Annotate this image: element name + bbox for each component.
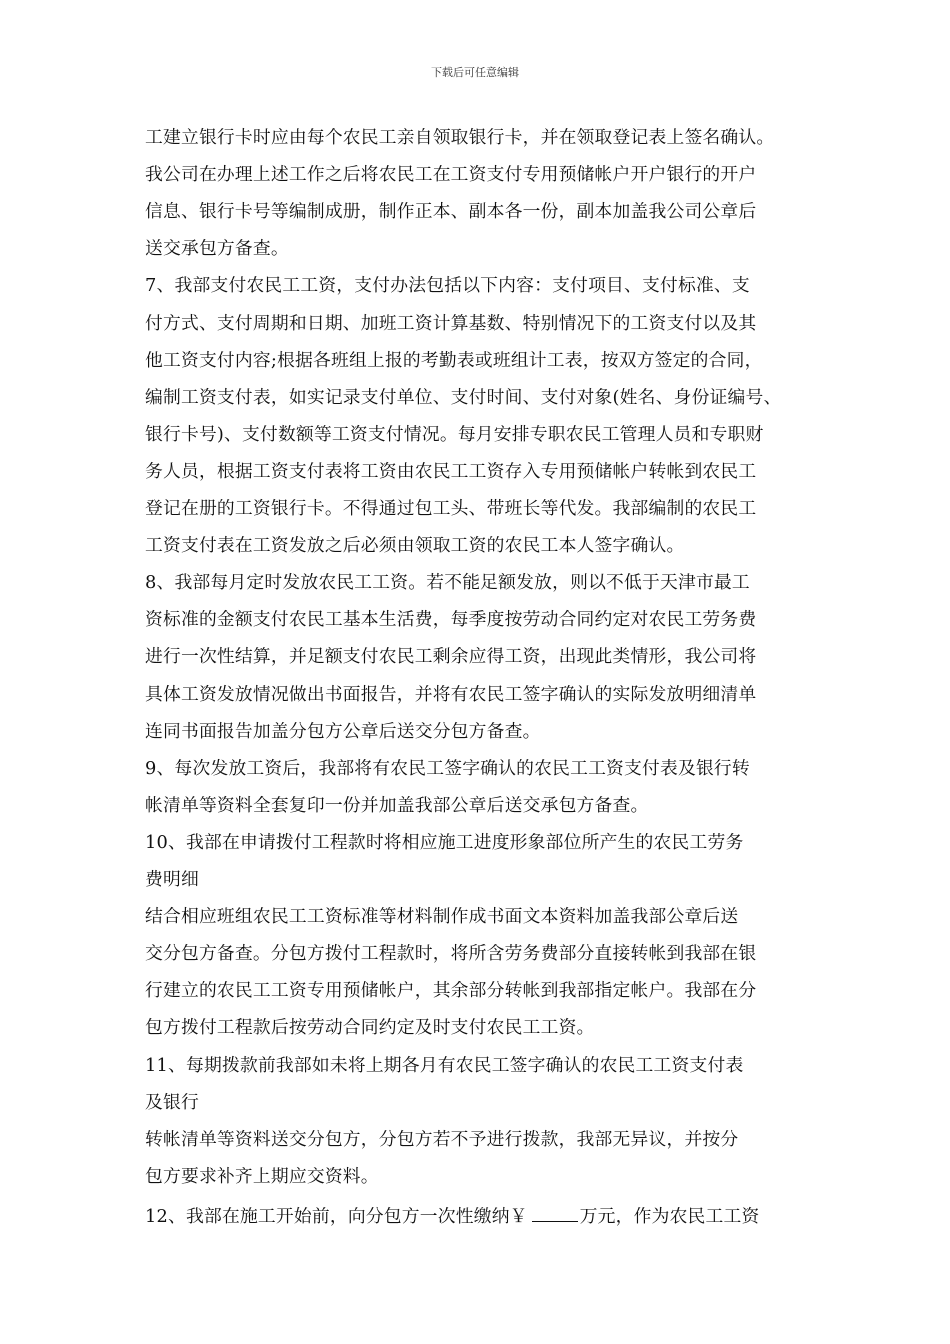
paragraph-line: 务人员，根据工资支付表将工资由农民工工资存入专用预储帐户转帐到农民工 bbox=[145, 460, 757, 482]
paragraph-line: 7、我部支付农民工工资，支付办法包括以下内容：支付项目、支付标准、支 bbox=[145, 275, 750, 297]
paragraph-line: 帐清单等资料全套复印一份并加盖我部公章后送交承包方备查。 bbox=[145, 794, 649, 816]
paragraph-line: 费明细 bbox=[145, 869, 199, 890]
paragraph-line: 8、我部每月定时发放农民工工资。若不能足额发放，则以不低于天津市最工 bbox=[145, 572, 750, 594]
paragraph-line: 行建立的农民工工资专用预储帐户，其余部分转帐到我部指定帐户。我部在分 bbox=[145, 980, 757, 1002]
paragraph-line: 我公司在办理上述工作之后将农民工在工资支付专用预储帐户开户银行的开户 bbox=[145, 164, 757, 186]
last-line-text-after: 万元，作为农民工工资 bbox=[579, 1205, 760, 1227]
paragraph-line: 工资支付表在工资发放之后必须由领取工资的农民工本人签字确认。 bbox=[145, 535, 685, 557]
paragraph-line: 10、我部在申请拨付工程款时将相应施工进度形象部位所产生的农民工劳务 bbox=[145, 831, 744, 853]
paragraph-line: 具体工资发放情况做出书面报告，并将有农民工签字确认的实际发放明细清单 bbox=[145, 683, 757, 705]
paragraph-line: 连同书面报告加盖分包方公章后送交分包方备查。 bbox=[145, 720, 541, 742]
paragraph-line: 他工资支付内容;根据各班组上报的考勤表或班组计工表，按双方签定的合同， bbox=[145, 349, 763, 371]
paragraph-line: 进行一次性结算，并足额支付农民工剩余应得工资，出现此类情形，我公司将 bbox=[145, 646, 757, 668]
last-line-text-before: 12、我部在施工开始前，向分包方一次性缴纳￥ bbox=[145, 1205, 528, 1227]
paragraph-line: 登记在册的工资银行卡。不得通过包工头、带班长等代发。我部编制的农民工 bbox=[145, 498, 757, 519]
paragraph-line: 11、每期拨款前我部如未将上期各月有农民工签字确认的农民工工资支付表 bbox=[145, 1054, 744, 1076]
amount-blank-field bbox=[532, 1202, 578, 1222]
paragraph-line: 及银行 bbox=[145, 1091, 199, 1113]
paragraph-line: 9、每次发放工资后，我部将有农民工签字确认的农民工工资支付表及银行转 bbox=[145, 757, 750, 779]
paragraph-line: 资标准的金额支付农民工基本生活费，每季度按劳动合同约定对农民工劳务费 bbox=[145, 609, 757, 631]
page-header: 下载后可任意编辑 bbox=[431, 66, 519, 79]
paragraph-line: 银行卡号)、支付数额等工资支付情况。每月安排专职农民工管理人员和专职财 bbox=[145, 423, 764, 445]
paragraph-line: 送交承包方备查。 bbox=[145, 238, 289, 260]
paragraph-line: 结合相应班组农民工工资标准等材料制作成书面文本资料加盖我部公章后送 bbox=[145, 906, 739, 928]
paragraph-line-last bbox=[145, 1202, 759, 1226]
paragraph-line: 转帐清单等资料送交分包方，分包方若不予进行拨款，我部无异议，并按分 bbox=[145, 1128, 739, 1150]
paragraph-line: 付方式、支付周期和日期、加班工资计算基数、特别情况下的工资支付以及其 bbox=[145, 312, 757, 334]
paragraph-line: 包方拨付工程款后按劳动合同约定及时支付农民工工资。 bbox=[145, 1017, 595, 1039]
paragraph-line: 信息、银行卡号等编制成册，制作正本、副本各一份，副本加盖我公司公章后 bbox=[145, 201, 757, 223]
paragraph-line: 交分包方备查。分包方拨付工程款时，将所含劳务费部分直接转帐到我部在银 bbox=[145, 943, 757, 965]
paragraph-line: 编制工资支付表，如实记录支付单位、支付时间、支付对象(姓名、身份证编号、 bbox=[145, 386, 782, 408]
paragraph-line: 工建立银行卡时应由每个农民工亲自领取银行卡，并在领取登记表上签名确认。 bbox=[145, 127, 775, 148]
paragraph-line: 包方要求补齐上期应交资料。 bbox=[145, 1165, 379, 1187]
